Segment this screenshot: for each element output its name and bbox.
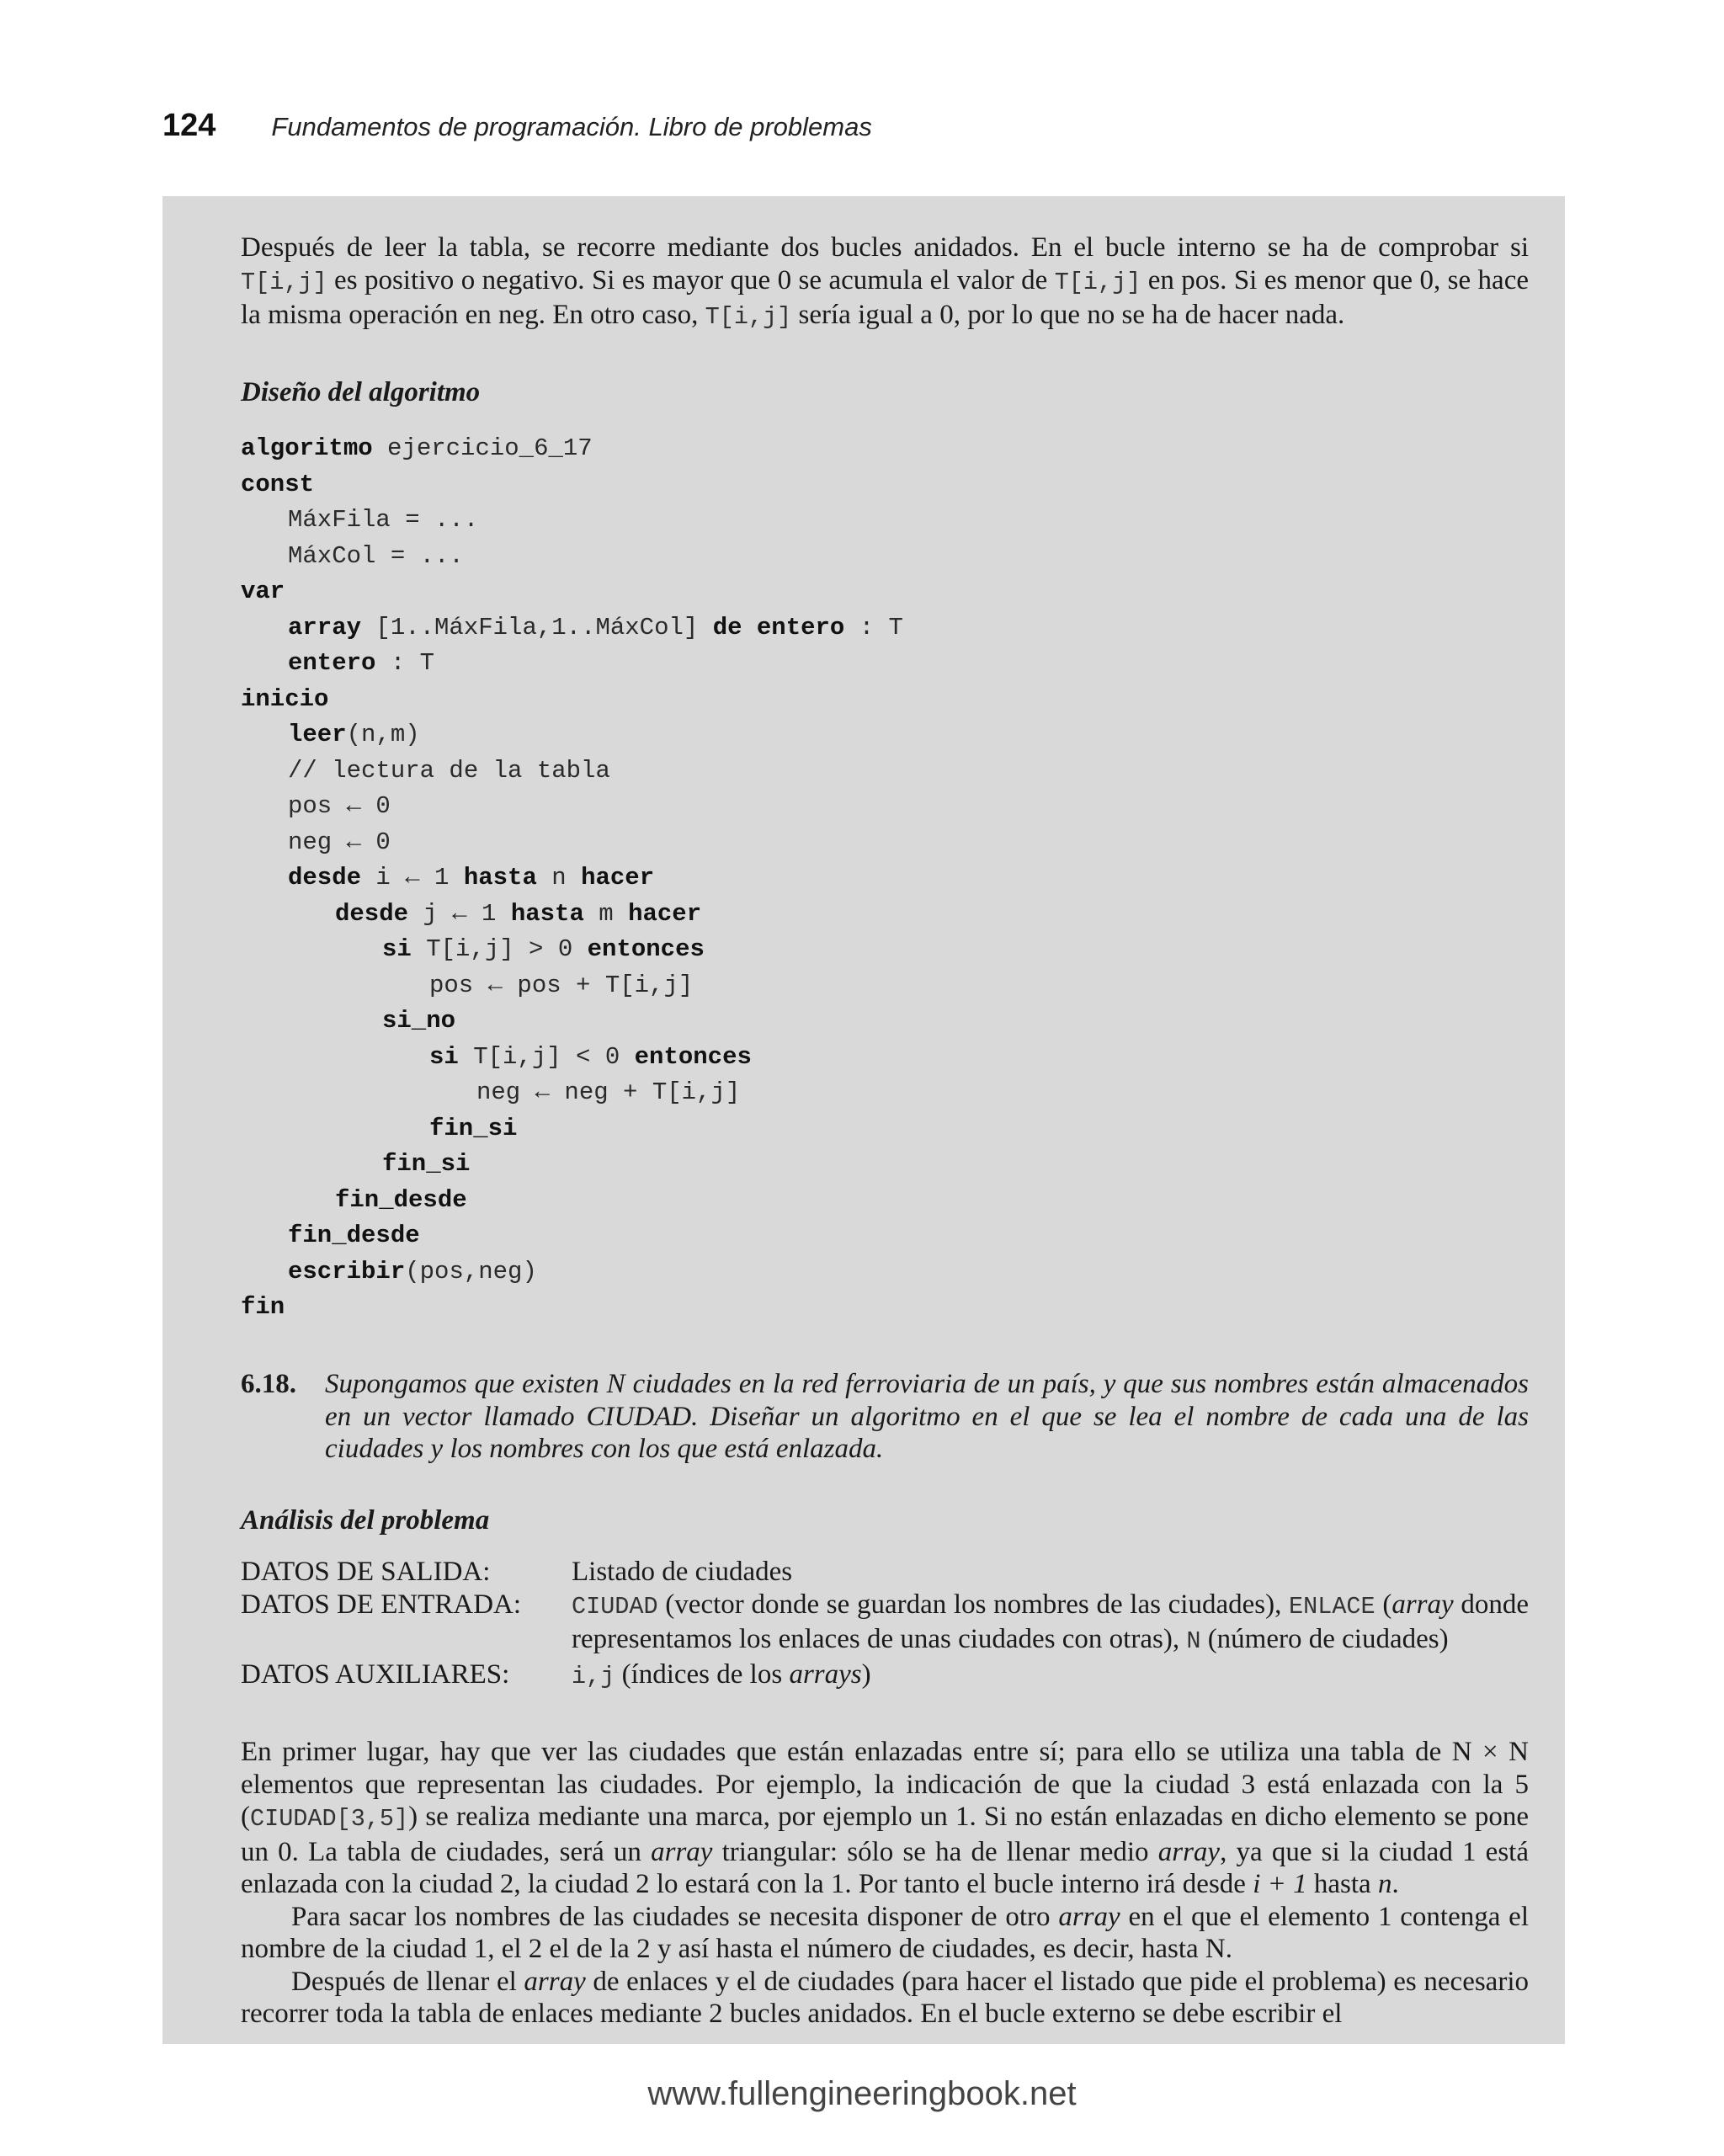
code-keyword: array: [288, 613, 362, 641]
italic-term: array: [1058, 1901, 1120, 1932]
input-data-label: DATOS DE ENTRADA:: [241, 1589, 522, 1620]
text: (número de ciudades): [1200, 1624, 1449, 1654]
inline-code: T[i,j]: [241, 268, 327, 296]
inline-code: CIUDAD[3,5]: [250, 1805, 409, 1833]
code-text: MáxCol = ...: [288, 541, 464, 570]
code-keyword: leer: [288, 721, 347, 748]
intro-text: en pos. Si es menor que 0, se hace la misma operación en neg. En otro caso,: [241, 264, 1529, 330]
code-text: // lectura de la tabla: [288, 756, 610, 785]
code-text: : T: [375, 649, 435, 677]
code-line: [241, 1003, 903, 1040]
code-line: [241, 717, 903, 753]
code-line: [241, 753, 903, 790]
code-text: MáxFila = ...: [288, 506, 479, 534]
text: en el que el elemento 1 contenga el nombre de la ciudad 1, el 2 el de la 2 y así hasta el número de ciudades, es decir, hasta N.: [241, 1901, 1529, 1964]
intro-paragraph: [241, 232, 1529, 334]
code-line: [241, 682, 903, 718]
code-keyword: hasta: [463, 864, 537, 892]
code-keyword: algoritmo: [241, 434, 373, 462]
code-keyword: entonces: [587, 935, 705, 963]
italic-term: array: [524, 1966, 586, 1997]
auxiliary-data-row: [241, 1658, 1529, 1694]
code-line: [241, 789, 903, 825]
text: (vector donde se guardan los nombres de las ciudades),: [657, 1589, 1290, 1620]
code-line: [241, 574, 903, 610]
page-header: [162, 108, 872, 158]
italic-term: arrays: [789, 1658, 862, 1690]
code-line: [241, 825, 903, 861]
body-paragraph-3: [241, 1966, 1529, 2031]
code-text: pos ← 0: [288, 792, 391, 820]
code-line: [241, 1040, 903, 1076]
code-text: (pos,neg): [405, 1257, 537, 1286]
text: hasta: [1306, 1869, 1378, 1899]
code-line: [241, 467, 903, 503]
code-text: ejercicio_6_17: [372, 434, 593, 462]
output-data-value: Listado de ciudades: [572, 1557, 793, 1587]
inline-code: T[i,j]: [705, 303, 792, 331]
code-line: [241, 1254, 903, 1291]
text: triangular: sólo se ha de llenar medio: [712, 1836, 1158, 1867]
text: Para sacar los nombres de las ciudades se necesita disponer de otro: [291, 1901, 1059, 1932]
footer-url: www.fullengineeringbook.net: [647, 2075, 1077, 2112]
body-text: [241, 1736, 1529, 2031]
code-line: [241, 897, 903, 933]
problem-number: 6.18.: [241, 1369, 296, 1399]
code-keyword: hasta: [510, 899, 584, 928]
input-data-value: [572, 1589, 1529, 1658]
code-keyword: fin_si: [429, 1114, 518, 1142]
text: donde representamos los enlaces de unas ciudades con otras),: [572, 1589, 1530, 1654]
body-paragraph-1: [241, 1736, 1529, 1901]
code-keyword: inicio: [241, 684, 329, 713]
inline-code: i,j: [572, 1662, 615, 1690]
intro-text: Después de leer la tabla, se recorre mediante dos bucles anidados. En el bucle interno se ha de comprobar si: [241, 232, 1529, 263]
text: , ya que si la ciudad 1 está enlazada con la ciudad 2, la ciudad 2 lo estará con la 1. Por tanto el bucle interno irá desde: [241, 1836, 1529, 1899]
code-line: [241, 968, 903, 1004]
code-line: [241, 860, 903, 897]
code-line: [241, 539, 903, 575]
page-number: 124: [162, 108, 216, 143]
inline-code: ENLACE: [1289, 1592, 1375, 1621]
input-data-row: [241, 1589, 1529, 1658]
code-keyword: si_no: [382, 1007, 456, 1035]
text: de enlaces y el de ciudades (para hacer el listado que pide el problema) es necesario recorrer toda la tabla de enlaces mediante 2 bucles anidados. En el bucle externo se debe escribir el: [241, 1966, 1529, 2029]
code-keyword: escribir: [288, 1257, 406, 1286]
inline-code: T[i,j]: [1054, 268, 1141, 296]
code-text: j ← 1: [408, 899, 511, 928]
output-data-label: DATOS DE SALIDA:: [241, 1557, 491, 1587]
code-text: (n,m): [346, 721, 420, 748]
code-text: T[i,j] < 0: [458, 1042, 635, 1071]
code-line: [241, 1290, 903, 1326]
text: ): [861, 1658, 871, 1690]
code-keyword: entero: [288, 649, 376, 677]
analysis-heading: Análisis del problema: [241, 1505, 490, 1536]
code-text: neg ← neg + T[i,j]: [476, 1078, 741, 1106]
code-text: neg ← 0: [288, 828, 391, 856]
code-line: [241, 932, 903, 968]
code-line: [241, 1147, 903, 1183]
inline-code: N: [1186, 1627, 1201, 1655]
code-keyword: si: [382, 935, 412, 963]
code-line: [241, 503, 903, 539]
code-text: T[i,j] > 0: [411, 935, 588, 963]
problem-text: Supongamos que existen N ciudades en la red ferroviaria de un país, y que sus nombres están almacenados en un vector llamado CIUDAD. Diseñar un algoritmo en el que se lea el nombre de cada una de las ciudades y los nombres con los que está enlazada.: [325, 1369, 1529, 1464]
italic-term: i + 1: [1253, 1869, 1307, 1899]
code-text: : T: [844, 613, 903, 641]
text: ) se realiza mediante una marca, por ejemplo un 1. Si no están enlazadas en dicho elemento se pone un 0. La tabla de ciudades, será un: [241, 1802, 1529, 1867]
code-line: [241, 1183, 903, 1219]
auxiliary-data-label: DATOS AUXILIARES:: [241, 1658, 510, 1690]
italic-term: array: [1391, 1589, 1454, 1620]
text: .: [1391, 1869, 1399, 1899]
code-keyword: const: [241, 470, 315, 498]
text: En primer lugar, hay que ver las ciudades que están enlazadas entre sí; para ello se utiliza una tabla de N × N elementos que representan las ciudades. Por ejemplo, la indicación de que la ciudad 3 está enlazada con la 5 (: [241, 1737, 1529, 1832]
running-title: Fundamentos de programación. Libro de problemas: [271, 112, 872, 141]
code-text: [1..MáxFila,1..MáxCol]: [361, 613, 713, 641]
code-line: [241, 1111, 903, 1147]
code-line: [241, 1075, 903, 1111]
code-line: [241, 646, 903, 682]
auxiliary-data-value: [572, 1658, 1529, 1694]
code-line: [241, 1218, 903, 1254]
code-keyword: hacer: [628, 899, 702, 928]
text: (: [1375, 1589, 1392, 1620]
intro-text: es positivo o negativo. Si es mayor que 0 se acumula el valor de: [327, 264, 1055, 295]
code-keyword: fin: [241, 1293, 285, 1321]
text: (índices de los: [615, 1658, 790, 1690]
code-text: n: [536, 864, 582, 892]
code-text: i ← 1: [361, 864, 464, 892]
code-keyword: desde: [288, 864, 362, 892]
italic-term: n: [1377, 1869, 1392, 1899]
code-keyword: desde: [335, 899, 409, 928]
text: Después de llenar el: [291, 1966, 524, 1997]
code-keyword: fin_si: [382, 1150, 471, 1178]
code-keyword: si: [429, 1042, 459, 1071]
code-text: m: [583, 899, 629, 928]
output-data-row: [241, 1556, 1529, 1589]
code-line: [241, 610, 903, 647]
code-keyword: hacer: [581, 864, 655, 892]
data-definitions: [241, 1556, 1529, 1693]
italic-term: array: [651, 1836, 713, 1867]
problem-statement: [241, 1368, 1529, 1466]
algorithm-listing: [241, 431, 903, 1326]
code-keyword: entonces: [634, 1042, 752, 1071]
code-text: pos ← pos + T[i,j]: [429, 971, 694, 999]
design-heading: Diseño del algoritmo: [241, 377, 481, 407]
code-keyword: fin_desde: [288, 1222, 420, 1249]
code-keyword: var: [241, 578, 285, 605]
code-keyword: fin_desde: [335, 1185, 467, 1214]
intro-text: sería igual a 0, por lo que no se ha de hacer nada.: [791, 300, 1345, 330]
body-paragraph-2: [241, 1901, 1529, 1966]
code-line: [241, 431, 903, 467]
inline-code: CIUDAD: [572, 1592, 658, 1621]
italic-term: array: [1157, 1836, 1221, 1867]
code-keyword: de entero: [712, 613, 845, 641]
